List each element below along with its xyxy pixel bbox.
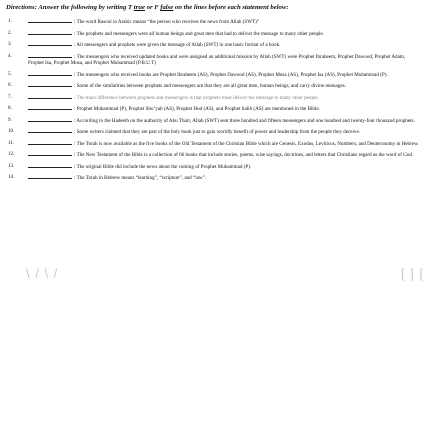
question-number: 13. [8,162,15,169]
directions-prefix: Directions: Answer the following by writing T [6,4,134,11]
question-text: : The messengers who received books are Prophet Ibraheem (AS), Prophet Dawood (AS), Prophet Musa (AS), Prophet Isa (AS), Prophet Muhammad (P). [74,71,388,78]
question-number: 11. [8,139,15,146]
question-text: : The prophets and messengers were all human beings and great men that had to deliver the message to many other people. [74,30,324,37]
answer-blank[interactable] [28,140,72,145]
answer-blank[interactable] [28,94,72,99]
question-text: : All messengers and prophets were given the message of Allah (SWT) in one basic format of a book. [74,42,281,49]
question-item [6,41,422,48]
question-number: 4. [8,52,12,59]
question-text: : According to the Hadeeth on the authority of Abu Tharr, Allah (SWT) sent three hundred and fifteen messengers and one hundred and twenty-four thousand prophets. [74,117,415,124]
question-item [6,128,422,135]
question-item [6,18,422,25]
answer-blank[interactable] [28,128,72,133]
answer-blank[interactable] [28,71,72,76]
question-number: 6. [8,82,12,89]
question-text: : Some writers claimed that they are part of the holy book just to gain worldly benefit of power and leadership from the people they deceive. [74,129,361,136]
question-item [6,82,422,89]
question-item [6,117,422,124]
question-item [6,30,422,37]
question-number: 14. [8,174,15,181]
question-item [6,163,422,170]
answer-blank[interactable] [28,163,72,168]
question-item [6,151,422,158]
question-number: 12. [8,151,15,158]
answer-blank[interactable] [28,174,72,179]
question-number: 2. [8,29,12,36]
question-text: : The Torah is now available as the five books of the Old Testament of the Christian Bible which are Genesis, Exodus, Leviticus, Numbers, and Deuteronomy in Hebrew. [74,140,419,147]
answer-blank[interactable] [28,41,72,46]
question-text: : Prophet Muhammad (P), Prophet Shu’yab (AS), Prophet Hud (AS), and Prophet Salih (AS) are mentioned in the Bible. [74,106,320,113]
watermark-left: \ / \ / [26,266,59,281]
directions [6,4,422,12]
question-text: : The word Rasool in Arabic means “the person who receives the news from Allah (SWT)” [74,19,260,26]
question-text: : The Torah in Hebrew means “learning”, “scripture”, and “law”. [74,175,207,182]
question-number: 8. [8,105,12,112]
question-text: : The messengers who received updated books and were assigned an additional mission by Allah (SWT) were Prophet Ibraheem, Prophet Dawood, Prophet Adam, Prophet Isa, Prophet Musa, and Prophet Muhammad (P.B.U.T) [28,53,406,67]
question-number: 3. [8,41,12,48]
answer-blank[interactable] [28,117,72,122]
question-item [6,53,422,67]
answer-blank[interactable] [28,105,72,110]
answer-blank[interactable] [28,151,72,156]
question-item [6,94,422,101]
question-number: 5. [8,70,12,77]
answer-blank[interactable] [28,82,72,87]
question-item [6,140,422,147]
question-number: 7. [8,93,12,100]
question-number: 9. [8,116,12,123]
question-number: 10. [8,128,15,135]
answer-blank[interactable] [28,18,72,23]
watermark-right: [ ] [ [400,266,424,281]
question-list [6,18,422,181]
question-text: : Some of the similarities between prophets and messengers are that they are all great men, human beings, and carry divine messages. [74,83,346,90]
question-item [6,174,422,181]
directions-true-word: true [133,4,145,11]
directions-middle: or F [144,4,161,11]
answer-blank[interactable] [28,53,72,58]
question-item [6,71,422,78]
directions-suffix: on the lines before each statement below: [173,4,289,11]
question-number: 1. [8,18,12,25]
question-item [6,105,422,112]
answer-blank[interactable] [28,30,72,35]
directions-false-word: false [160,4,174,11]
question-text: : The New Testament of the Bible is a collection of 66 books that include stories, poems, wise sayings, doctrines, and letters that Christians regard as the word of God. [74,152,414,159]
question-text: : The main difference between prophets and messengers is that prophets must deliver the message to many other people. [74,94,319,101]
question-text: : The original Bible did include the news about the coming of Prophet Muhammad (P). [74,163,252,170]
